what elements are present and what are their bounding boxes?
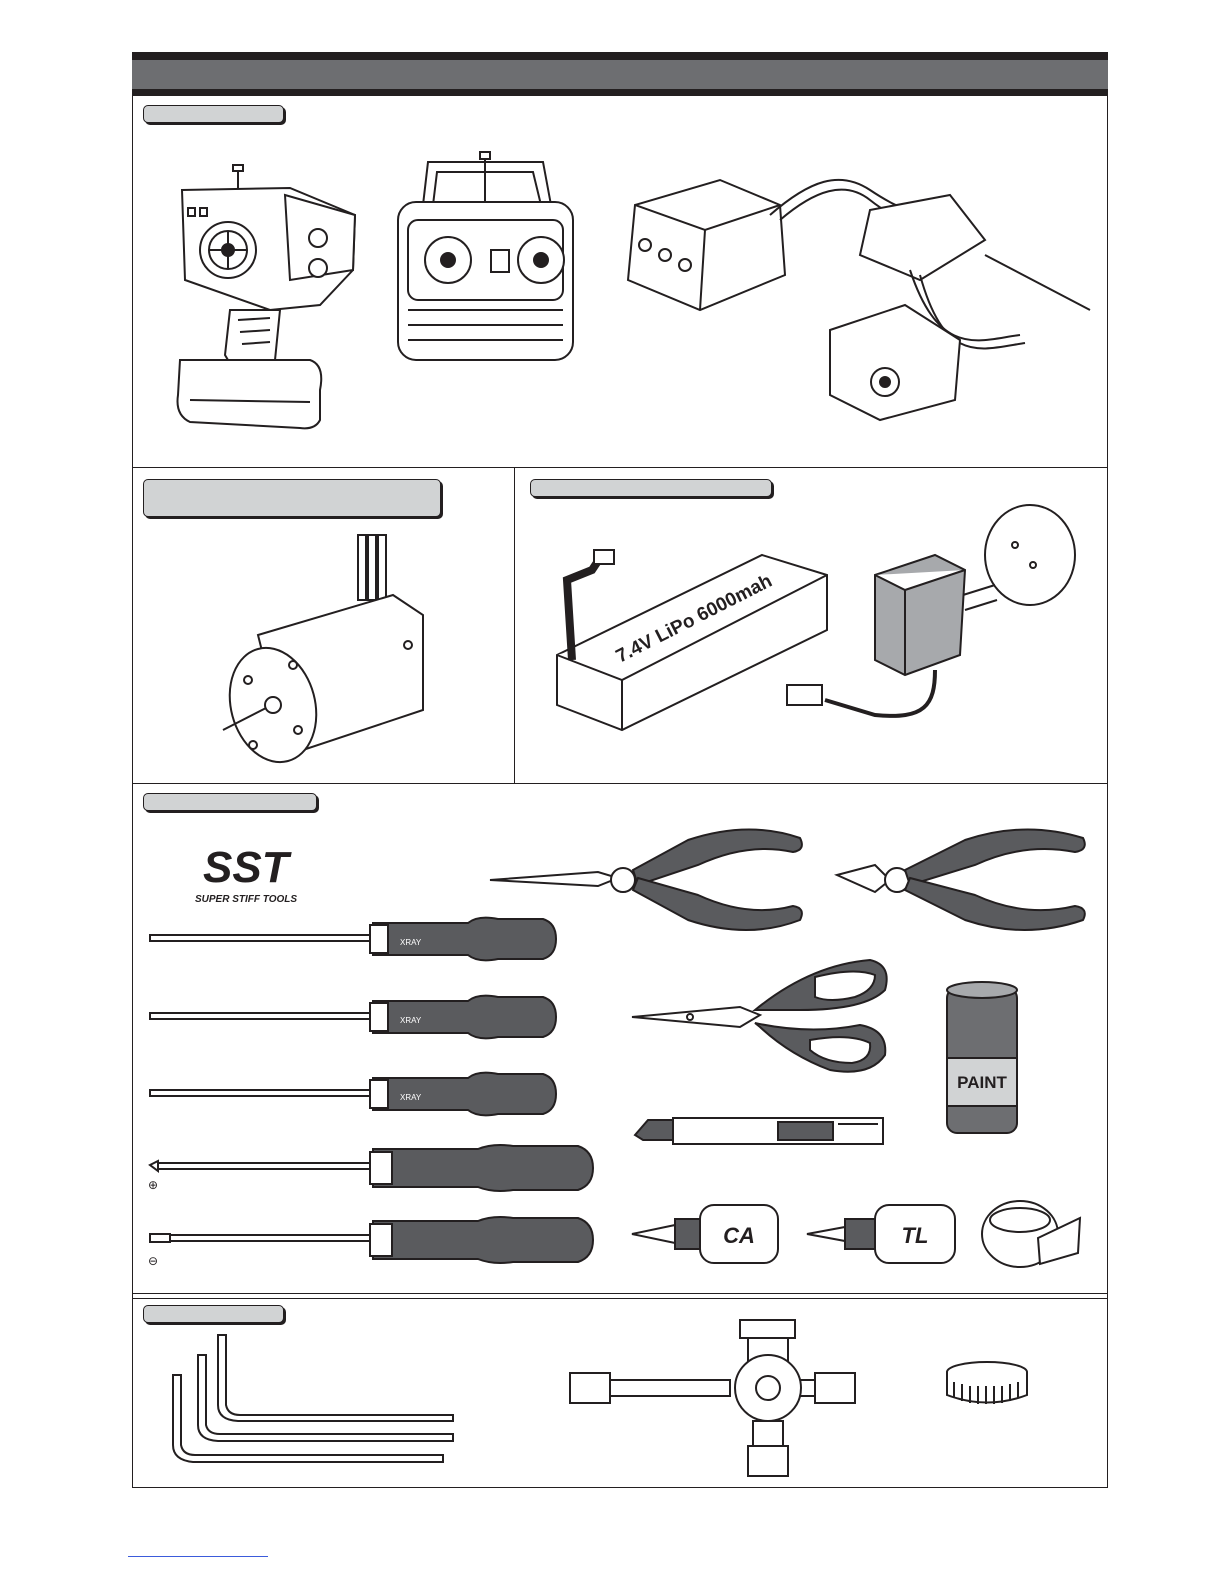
divider-tools-included-2 bbox=[132, 1298, 1108, 1299]
section-tab-motor bbox=[143, 479, 441, 517]
section-tab-battery bbox=[530, 479, 772, 497]
stick-transmitter-illustration bbox=[393, 150, 578, 365]
needle-nose-pliers bbox=[488, 820, 808, 940]
divider-motor-battery bbox=[514, 467, 515, 783]
sst-logo-text: SST bbox=[203, 843, 289, 892]
side-cutter-pliers bbox=[835, 820, 1090, 940]
svg-text:XRAY: XRAY bbox=[400, 1093, 422, 1102]
spray-paint-label: PAINT bbox=[957, 1073, 1007, 1092]
allen-keys-illustration bbox=[168, 1330, 463, 1475]
hobby-knife bbox=[633, 1110, 893, 1150]
tape-roll bbox=[978, 1198, 1083, 1270]
section-tab-tools bbox=[143, 793, 317, 811]
footer-link-underline[interactable] bbox=[128, 1556, 268, 1557]
phillips-screwdriver bbox=[148, 1143, 598, 1198]
charger-illustration bbox=[785, 515, 1085, 745]
battery-print-text: 7.4V LiPo 6000mah bbox=[612, 570, 776, 668]
threadlock-label: TL bbox=[901, 1223, 929, 1248]
svg-text:XRAY: XRAY bbox=[400, 1016, 422, 1025]
flat-screwdriver bbox=[148, 1215, 598, 1270]
hex-driver-2 bbox=[148, 993, 558, 1041]
divider-battery-tools bbox=[132, 783, 1108, 784]
cross-wrench-illustration bbox=[565, 1315, 860, 1480]
divider-tools-included-1 bbox=[132, 1293, 1108, 1294]
brushless-motor-illustration bbox=[218, 525, 438, 775]
hex-driver-3 bbox=[148, 1070, 558, 1118]
svg-text:XRAY: XRAY bbox=[400, 938, 422, 947]
receiver-esc-servo-illustration bbox=[620, 160, 1100, 425]
spray-paint-can bbox=[945, 980, 1020, 1138]
scissors bbox=[630, 955, 895, 1080]
threadlock-bottle bbox=[805, 1203, 960, 1265]
flat-mark: ⊖ bbox=[148, 1254, 159, 1268]
ca-glue-bottle bbox=[630, 1203, 780, 1265]
divider-radio-motor bbox=[132, 467, 1108, 468]
section-tab-included bbox=[143, 1305, 284, 1323]
phillips-mark: ⊕ bbox=[148, 1178, 159, 1192]
pistol-transmitter-illustration bbox=[170, 160, 370, 440]
header-bar bbox=[132, 52, 1108, 96]
ca-glue-label: CA bbox=[723, 1223, 755, 1248]
section-tab-radio bbox=[143, 105, 284, 123]
sst-logo-subtext: SUPER STIFF TOOLS bbox=[195, 894, 298, 905]
wheel-nut-illustration bbox=[942, 1360, 1032, 1410]
sst-logo bbox=[195, 840, 340, 908]
